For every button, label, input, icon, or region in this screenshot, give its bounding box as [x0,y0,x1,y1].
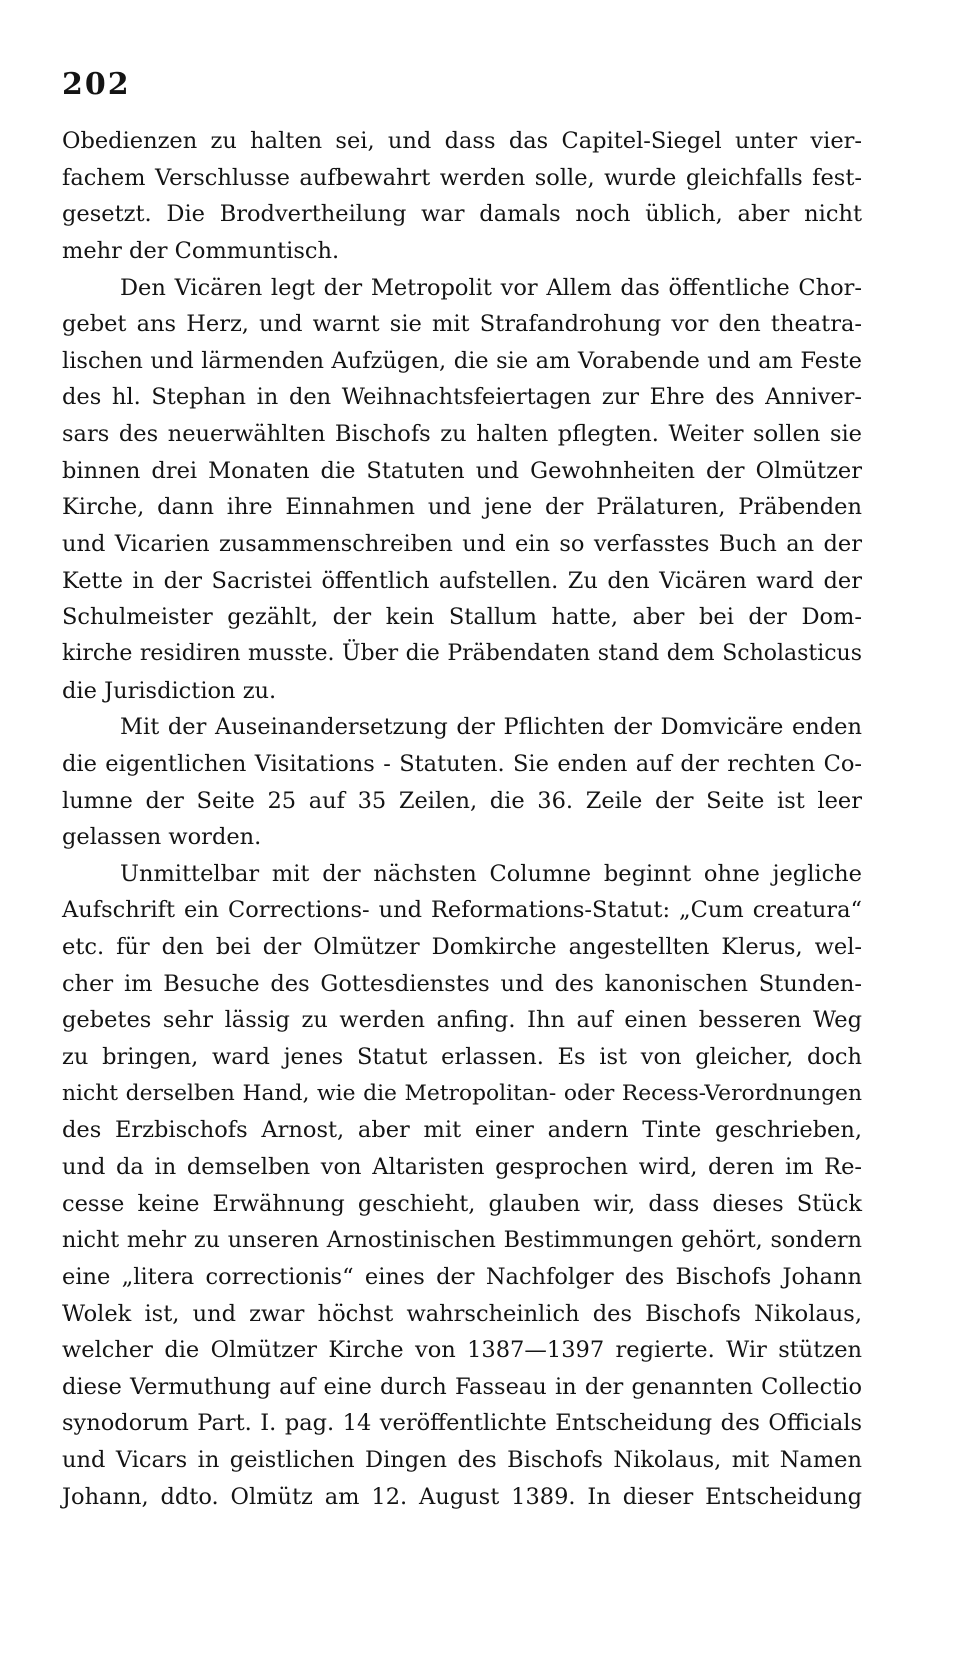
text-line: sars des neuerwählten Bischofs zu halten pflegten. Weiter sollen sie [62,421,862,448]
text-line: gesetzt. Die Brodvertheilung war damals noch üblich, aber nicht [62,201,862,228]
page-number: 202 [62,67,131,102]
text-line: welcher die Olmützer Kirche von 1387—1397 regierte. Wir stützen [62,1337,862,1364]
text-line: cesse keine Erwähnung geschieht, glauben wir, dass dieses Stück [62,1190,862,1217]
text-line: etc. für den bei der Olmützer Domkirche angestellten Klerus, wel- [62,934,862,961]
text-line: synodorum Part. I. pag. 14 veröffentlichte Entscheidung des Officials [62,1410,862,1437]
text-line: fachem Verschlusse aufbewahrt werden solle, wurde gleichfalls fest- [62,164,862,191]
text-line: die Jurisdiction zu. [62,677,277,704]
text-line: kirche residiren musste. Über die Präbendaten stand dem Scholasticus [62,640,862,666]
text-line: lischen und lärmenden Aufzügen, die sie am Vorabende und am Feste [62,347,862,374]
text-line: lumne der Seite 25 auf 35 Zeilen, die 36. Zeile der Seite ist leer [62,787,862,814]
text-line: Mit der Auseinandersetzung der Pflichten der Domvicäre enden [120,714,862,741]
text-line: Wolek ist, und zwar höchst wahrscheinlich des Bischofs Nikolaus, [62,1300,862,1327]
text-line: Aufschrift ein Corrections- und Reformations-Statut: „Cum creatura“ [62,897,862,924]
text-line: gebet ans Herz, und warnt sie mit Strafandrohung vor den theatra- [62,311,862,338]
text-line: diese Vermuthung auf eine durch Fasseau in der genannten Collectio [62,1373,862,1400]
text-line: binnen drei Monaten die Statuten und Gewohnheiten der Olmützer [62,457,862,484]
text-line: Unmittelbar mit der nächsten Columne beginnt ohne jegliche [120,860,862,887]
text-line: Obedienzen zu halten sei, und dass das Capitel-Siegel unter vier- [62,128,862,154]
text-line: Kirche, dann ihre Einnahmen und jene der Prälaturen, Präbenden [62,494,862,521]
text-line: die eigentlichen Visitations - Statuten. Sie enden auf der rechten Co- [62,750,862,777]
text-line: und Vicarien zusammenschreiben und ein so verfasstes Buch an der [62,531,862,558]
text-line: zu bringen, ward jenes Statut erlassen. Es ist von gleicher, doch [62,1044,862,1071]
text-line: Johann, ddto. Olmütz am 12. August 1389. In dieser Entscheidung [62,1483,862,1510]
text-line: nicht derselben Hand, wie die Metropolitan- oder Recess-Verordnungen [62,1080,862,1106]
text-line: gebetes sehr lässig zu werden anfing. Ihn auf einen besseren Weg [62,1007,862,1034]
text-line: Schulmeister gezählt, der kein Stallum hatte, aber bei der Dom- [62,604,862,631]
text-line: mehr der Communtisch. [62,237,340,264]
text-line: nicht mehr zu unseren Arnostinischen Bestimmungen gehört, sondern [62,1227,862,1254]
text-line: des Erzbischofs Arnost, aber mit einer andern Tinte geschrieben, [62,1117,862,1144]
text-line: und da in demselben von Altaristen gesprochen wird, deren im Re- [62,1153,862,1180]
text-line: Den Vicären legt der Metropolit vor Allem das öffentliche Chor- [120,274,862,301]
text-line: des hl. Stephan in den Weihnachtsfeiertagen zur Ehre des Anniver- [62,384,862,411]
text-line: eine „litera correctionis“ eines der Nachfolger des Bischofs Johann [62,1263,862,1290]
text-line: und Vicars in geistlichen Dingen des Bischofs Nikolaus, mit Namen [62,1447,862,1474]
body-text [62,123,862,1515]
text-line: gelassen worden. [62,824,262,851]
text-line: Kette in der Sacristei öffentlich aufstellen. Zu den Vicären ward der [62,567,862,594]
text-line: cher im Besuche des Gottesdienstes und des kanonischen Stunden- [62,970,862,997]
